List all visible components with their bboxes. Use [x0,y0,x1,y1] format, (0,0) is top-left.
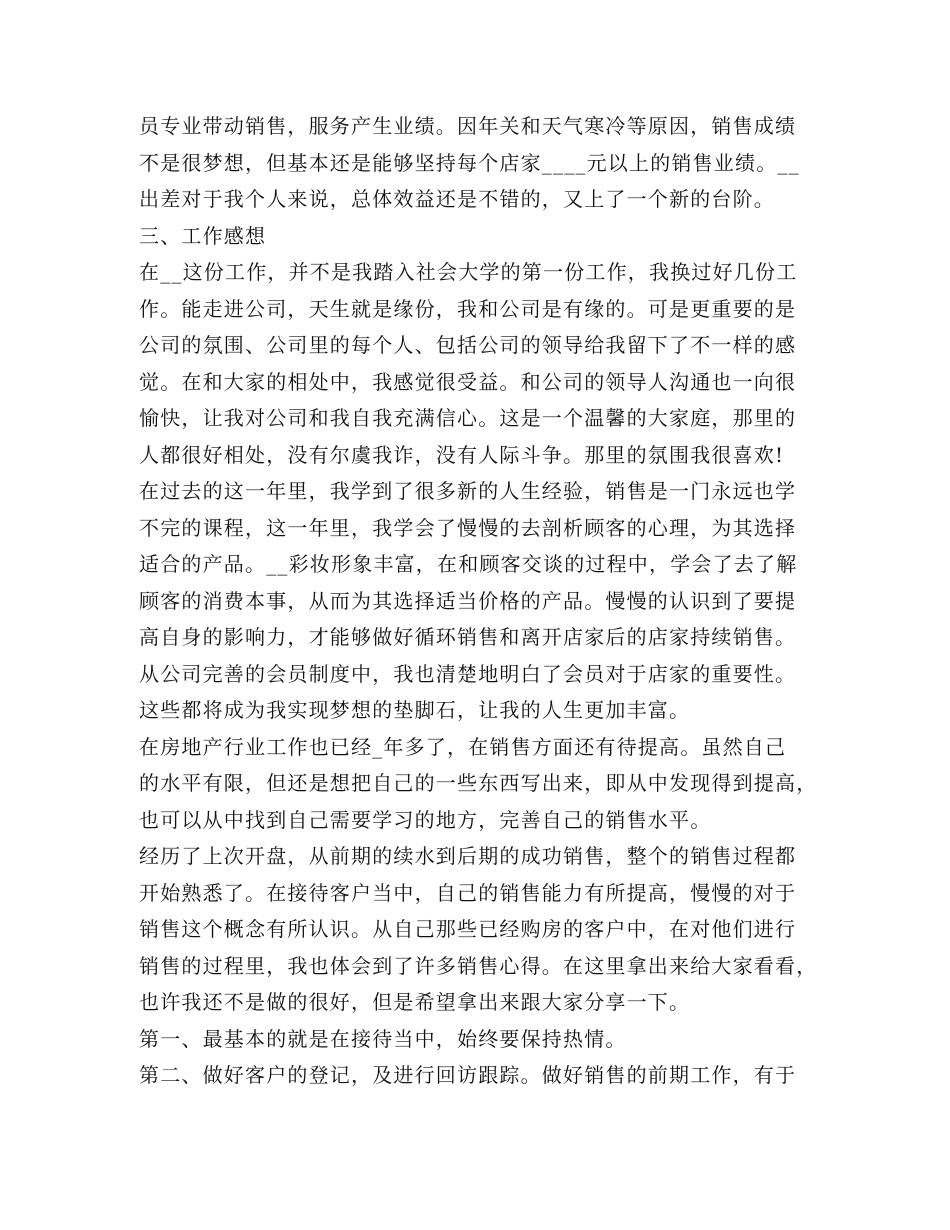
text-line: 第一、最基本的就是在接待当中，始终要保持热情。 [139,1026,627,1051]
text-line: 第二、做好客户的登记，及进行回访跟踪。做好销售的前期工作，有于 [139,1063,797,1087]
document-body [139,108,839,1094]
text-line: 这些都将成为我实现梦想的垫脚石，让我的人生更加丰富。 [139,698,691,722]
text-line: 经历了上次开盘，从前期的续水到后期的成功销售，整个的销售过程都 [139,844,797,868]
text-line: 在房地产行业工作也已经_年多了，在销售方面还有待提高。虽然自己 [139,734,787,759]
text-line: 高自身的影响力，才能够做好循环销售和离开店家后的店家持续销售。 [139,625,797,649]
text-line: 在过去的这一年里，我学到了很多新的人生经验，销售是一门永远也学 [139,479,797,503]
text-line: 不是很梦想，但基本还是能够坚持每个店家____元以上的销售业绩。__ [139,150,800,175]
text-line: 从公司完善的会员制度中，我也清楚地明白了会员对于店家的重要性。 [139,661,797,686]
text-line: 销售这个概念有所认识。从自己那些已经购房的客户中，在对他们进行 [139,917,797,941]
text-line: 公司的氛围、公司里的每个人、包括公司的领导给我留下了不一样的感 [139,333,797,357]
text-line: 在__这份工作，并不是我踏入社会大学的第一份工作，我换过好几份工 [139,260,798,284]
text-line: 的水平有限，但还是想把自己的一些东西写出来，即从中发现得到提高， [139,771,818,795]
text-line: 不完的课程，这一年里，我学会了慢慢的去剖析顾客的心理，为其选择 [139,515,797,540]
text-line: 人都很好相处，没有尔虞我诈，没有人际斗争。那里的氛围我很喜欢! [139,442,785,467]
text-line: 员专业带动销售，服务产生业绩。因年关和天气寒冷等原因，销售成绩 [139,114,797,138]
text-line: 觉。在和大家的相处中，我感觉很受益。和公司的领导人沟通也一向很 [139,369,797,394]
text-line: 也可以从中找到自己需要学习的地方，完善自己的销售水平。 [139,807,712,832]
text-line: 顾客的消费本事，从而为其选择适当价格的产品。慢慢的认识到了要提 [139,588,797,613]
section-heading: 三、工作感想 [139,223,267,248]
text-line: 愉快，让我对公司和我自我充满信心。这是一个温馨的大家庭，那里的 [139,406,797,430]
text-line: 适合的产品。__彩妆形象丰富，在和顾客交谈的过程中，学会了去了解 [139,552,798,576]
text-line: 开始熟悉了。在接待客户当中，自己的销售能力有所提高，慢慢的对于 [139,880,797,905]
text-line: 出差对于我个人来说，总体效益还是不错的，又上了一个新的台阶。 [139,187,775,211]
text-line: 销售的过程里，我也体会到了许多销售心得。在这里拿出来给大家看看， [139,953,818,978]
text-line: 也许我还不是做的很好，但是希望拿出来跟大家分享一下。 [139,990,691,1014]
text-line: 作。能走进公司，天生就是缘份，我和公司是有缘的。可是更重要的是 [139,296,797,321]
